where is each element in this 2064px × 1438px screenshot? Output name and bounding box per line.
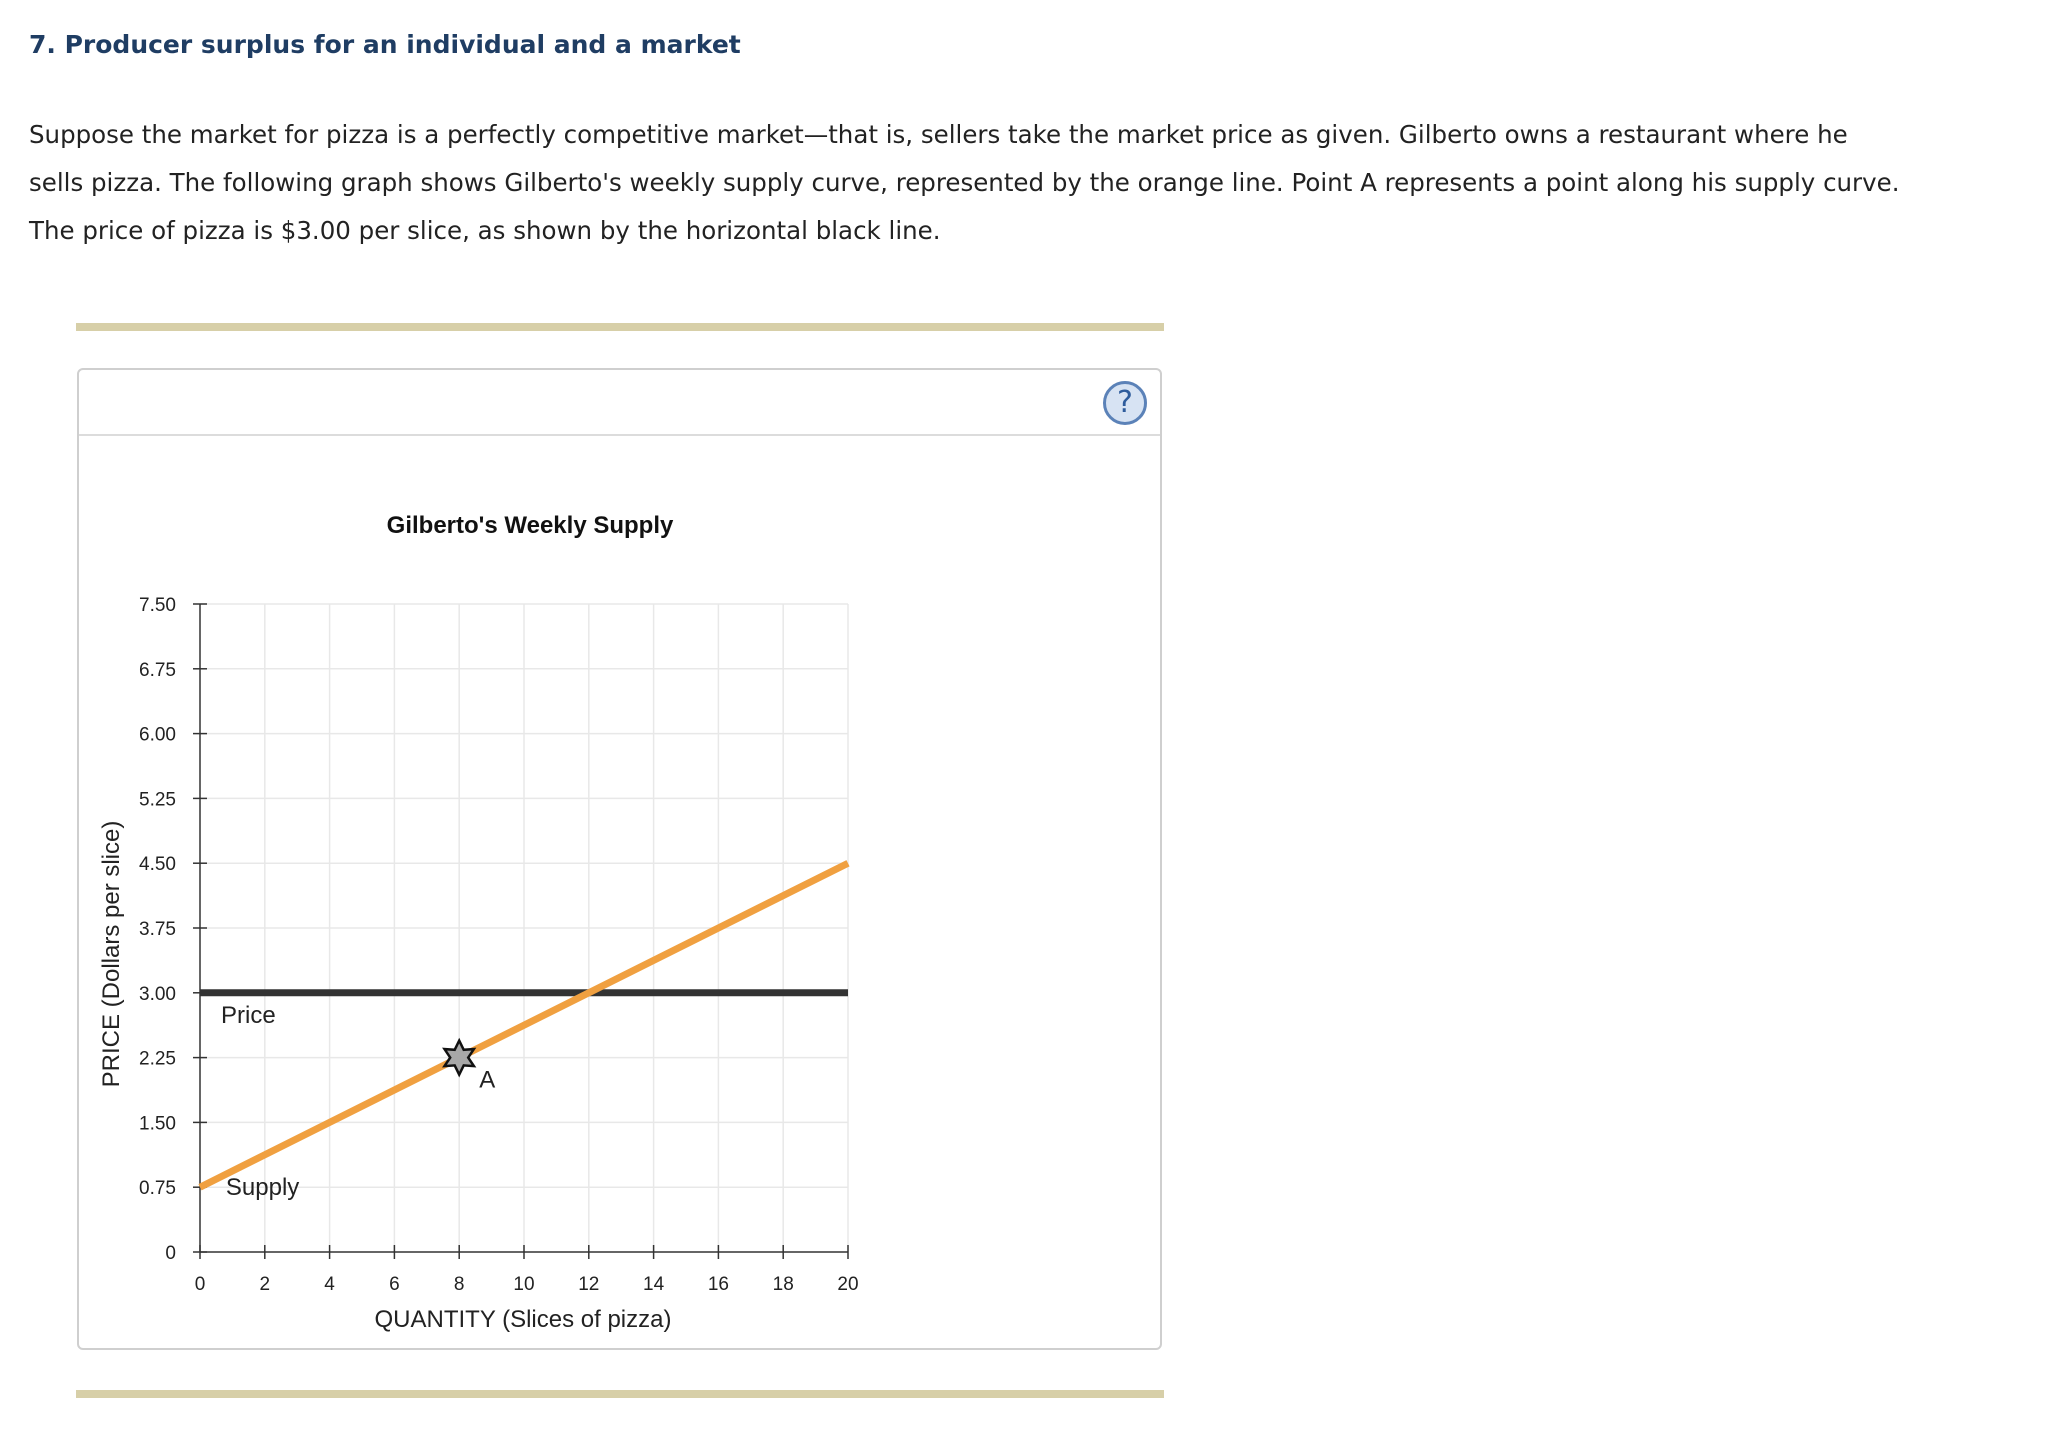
- y-tick-label: 4.50: [139, 854, 176, 876]
- x-tick-label: 14: [643, 1274, 665, 1295]
- y-tick-label: 0: [165, 1243, 176, 1264]
- y-tick-label: 7.50: [139, 595, 176, 616]
- x-tick-label: 10: [513, 1274, 535, 1295]
- y-tick-label: 2.25: [139, 1048, 176, 1070]
- x-tick-label: 12: [578, 1274, 600, 1295]
- y-tick-label: 0.75: [139, 1178, 176, 1200]
- y-tick-label: 3.75: [139, 919, 176, 940]
- question-body: Suppose the market for pizza is a perfectly competitive market—that is, sellers take the market price as given. Gilberto owns a restaurant where he sells pizza. The following graph shows Gilberto's weekly supply curve, represented by the orange line. Point A represents a point along his supply curve. The price of pizza is $3.00 per slice, as shown by the horizontal black line.: [29, 120, 1900, 245]
- top-divider: [76, 323, 1164, 331]
- y-tick-label: 6.75: [139, 659, 176, 681]
- label-layer: [221, 1002, 495, 1201]
- x-tick-label: 6: [389, 1274, 400, 1295]
- y-tick-label: 5.25: [139, 789, 176, 811]
- y-tick-label: 6.00: [139, 724, 176, 746]
- x-tick-label: 2: [259, 1274, 271, 1295]
- graph-panel: [77, 368, 1162, 1350]
- x-tick-label: 16: [707, 1274, 729, 1295]
- chart-title: Gilberto's Weekly Supply: [386, 512, 674, 539]
- supply-line-label: Supply: [225, 1174, 300, 1202]
- y-axis-label: PRICE (Dollars per slice): [98, 820, 125, 1088]
- point-a-label: A: [479, 1066, 496, 1094]
- supply-chart: [79, 370, 1160, 1348]
- question-title: 7. Producer surplus for an individual and a market: [29, 30, 741, 59]
- x-tick-label: 0: [194, 1274, 206, 1295]
- x-tick-label: 20: [837, 1274, 859, 1295]
- question-mark-icon: ?: [1117, 385, 1133, 420]
- point-a-marker[interactable]: [445, 1041, 474, 1075]
- y-tick-label: 1.50: [139, 1113, 176, 1135]
- grid: [200, 604, 848, 1252]
- bottom-divider: [76, 1390, 1164, 1398]
- y-tick-label: 3.00: [139, 983, 176, 1005]
- x-tick-label: 18: [772, 1274, 794, 1295]
- x-tick-label: 8: [453, 1274, 465, 1295]
- x-axis-label: QUANTITY (Slices of pizza): [374, 1306, 672, 1333]
- x-tick-label: 4: [324, 1274, 335, 1295]
- price-line-label: Price: [221, 1001, 276, 1029]
